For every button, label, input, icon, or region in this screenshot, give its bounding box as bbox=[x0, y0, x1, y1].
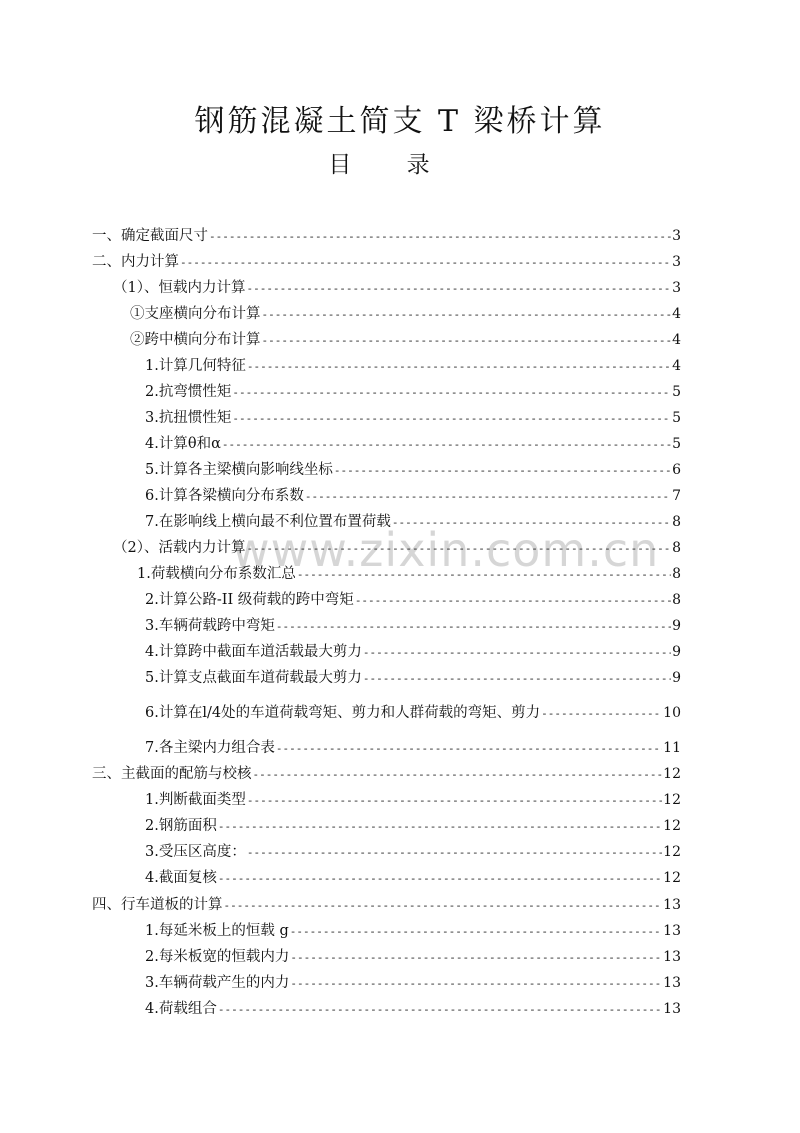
toc-entry[interactable] bbox=[145, 382, 681, 402]
toc-entry-label: （2）、活载内力计算 bbox=[113, 540, 246, 556]
toc-leader-dots bbox=[246, 539, 671, 559]
toc-entry-page: 10 bbox=[663, 705, 681, 721]
toc-entry-page: 8 bbox=[672, 566, 681, 582]
toc-entry-label: 4.计算θ和α bbox=[145, 436, 221, 452]
toc-leader-dots bbox=[334, 461, 671, 481]
toc-entry-label: 3.抗扭惯性矩 bbox=[145, 410, 232, 426]
toc-entry-page: 12 bbox=[663, 766, 681, 782]
toc-entry-page: 6 bbox=[672, 462, 681, 478]
toc-entry[interactable] bbox=[145, 590, 681, 610]
toc-entry-label: ②跨中横向分布计算 bbox=[130, 332, 261, 348]
toc-leader-dots bbox=[262, 305, 672, 325]
toc-entry-page: 9 bbox=[672, 618, 681, 634]
toc-leader-dots bbox=[290, 948, 662, 968]
toc-entry-label: 4.荷载组合 bbox=[145, 1001, 217, 1017]
toc-entry-page: 13 bbox=[663, 923, 681, 939]
toc-entry[interactable] bbox=[145, 738, 681, 758]
toc-entry[interactable] bbox=[145, 921, 681, 941]
toc-leader-dots bbox=[276, 739, 662, 759]
toc-entry-page: 13 bbox=[663, 949, 681, 965]
document-title: 钢筋混凝土简支 T 梁桥计算 bbox=[194, 104, 606, 139]
toc-entry-page: 13 bbox=[663, 1001, 681, 1017]
toc-entry[interactable] bbox=[145, 703, 681, 723]
toc-leader-dots bbox=[224, 896, 663, 916]
toc-entry-label: （1）、恒载内力计算 bbox=[113, 280, 246, 296]
toc-leader-dots bbox=[247, 791, 662, 811]
toc-entry[interactable] bbox=[92, 252, 681, 272]
toc-entry-page: 4 bbox=[672, 306, 681, 322]
toc-entry[interactable] bbox=[130, 330, 681, 350]
toc-leader-dots bbox=[247, 843, 662, 863]
toc-entry-page: 3 bbox=[672, 254, 681, 270]
toc-entry-page: 13 bbox=[663, 897, 681, 913]
toc-leader-dots bbox=[209, 227, 671, 247]
toc-leader-dots bbox=[246, 279, 671, 299]
toc-entry-label: 二、内力计算 bbox=[92, 254, 179, 270]
toc-entry[interactable] bbox=[145, 790, 681, 810]
toc-entry-label: 1.荷载横向分布系数汇总 bbox=[137, 566, 296, 582]
toc-entry-label: 2.每米板宽的恒载内力 bbox=[145, 949, 290, 965]
toc-entry-label: 3.受压区高度： bbox=[145, 844, 246, 860]
toc-entry-label: 3.车辆荷载跨中弯矩 bbox=[145, 618, 275, 634]
toc-heading: 目 录 bbox=[328, 152, 454, 178]
toc-entry[interactable] bbox=[113, 538, 681, 558]
watermark: www.zixin.com.cn bbox=[232, 523, 660, 577]
toc-entry-label: 一、确定截面尺寸 bbox=[92, 228, 208, 244]
toc-entry-page: 7 bbox=[672, 488, 681, 504]
toc-entry-label: 2.计算公路-II 级荷载的跨中弯矩 bbox=[145, 592, 354, 608]
toc-entry-label: 7.在影响线上横向最不利位置布置荷载 bbox=[145, 514, 391, 530]
toc-entry[interactable] bbox=[145, 356, 681, 376]
toc-entry-page: 4 bbox=[672, 358, 681, 374]
toc-entry-page: 9 bbox=[672, 644, 681, 660]
toc-leader-dots bbox=[363, 643, 671, 663]
toc-leader-dots bbox=[276, 617, 671, 637]
toc-entry-page: 12 bbox=[663, 870, 681, 886]
toc-leader-dots bbox=[247, 357, 671, 377]
toc-entry-page: 8 bbox=[672, 514, 681, 530]
toc-entry[interactable] bbox=[145, 999, 681, 1019]
toc-leader-dots bbox=[541, 704, 662, 724]
toc-entry-page: 3 bbox=[672, 228, 681, 244]
toc-entry-label: 2.钢筋面积 bbox=[145, 818, 217, 834]
toc-entry-label: 1.每延米板上的恒载 g bbox=[145, 923, 289, 939]
toc-entry-page: 12 bbox=[663, 818, 681, 834]
toc-entry[interactable] bbox=[145, 616, 681, 636]
toc-entry-page: 11 bbox=[663, 740, 681, 756]
toc-entry[interactable] bbox=[137, 564, 681, 584]
toc-entry-page: 8 bbox=[672, 540, 681, 556]
toc-entry-label: 5.计算各主梁横向影响线坐标 bbox=[145, 462, 333, 478]
toc-entry[interactable] bbox=[145, 460, 681, 480]
toc-leader-dots bbox=[363, 669, 671, 689]
toc-entry[interactable] bbox=[92, 764, 681, 784]
toc-entry[interactable] bbox=[145, 947, 681, 967]
toc-entry-page: 3 bbox=[672, 280, 681, 296]
toc-entry-page: 9 bbox=[672, 670, 681, 686]
toc-leader-dots bbox=[180, 253, 671, 273]
toc-entry-label: 1.判断截面类型 bbox=[145, 792, 246, 808]
toc-entry-page: 5 bbox=[672, 436, 681, 452]
toc-entry-page: 12 bbox=[663, 844, 681, 860]
toc-entry-page: 13 bbox=[663, 975, 681, 991]
toc-entry-label: 三、主截面的配筋与校核 bbox=[92, 766, 252, 782]
toc-leader-dots bbox=[232, 409, 671, 429]
toc-leader-dots bbox=[262, 331, 672, 351]
toc-entry-page: 5 bbox=[672, 410, 681, 426]
toc-entry[interactable] bbox=[145, 408, 681, 428]
toc-entry-label: 3.车辆荷载产生的内力 bbox=[145, 975, 290, 991]
toc-entry-label: 7.各主梁内力组合表 bbox=[145, 740, 275, 756]
toc-entry[interactable] bbox=[145, 668, 681, 688]
toc-leader-dots bbox=[218, 817, 662, 837]
toc-entry[interactable] bbox=[145, 642, 681, 662]
toc-entry-label: 2.抗弯惯性矩 bbox=[145, 384, 232, 400]
toc-leader-dots bbox=[218, 1000, 662, 1020]
toc-entry[interactable] bbox=[92, 895, 681, 915]
toc-entry-label: ①支座横向分布计算 bbox=[130, 306, 261, 322]
toc-leader-dots bbox=[290, 922, 662, 942]
toc-entry[interactable] bbox=[145, 973, 681, 993]
toc-leader-dots bbox=[218, 869, 662, 889]
toc-entry-label: 4.截面复核 bbox=[145, 870, 217, 886]
toc-leader-dots bbox=[253, 765, 663, 785]
toc-leader-dots bbox=[305, 487, 671, 507]
toc-entry[interactable] bbox=[145, 816, 681, 836]
toc-leader-dots bbox=[392, 513, 671, 533]
toc-entry[interactable] bbox=[145, 868, 681, 888]
toc-entry[interactable] bbox=[92, 226, 681, 246]
toc-leader-dots bbox=[232, 383, 671, 403]
toc-leader-dots bbox=[290, 974, 662, 994]
toc-entry-page: 12 bbox=[663, 792, 681, 808]
toc-entry-label: 4.计算跨中截面车道活载最大剪力 bbox=[145, 644, 362, 660]
toc-entry-label: 1.计算几何特征 bbox=[145, 358, 246, 374]
toc-leader-dots bbox=[355, 591, 671, 611]
toc-entry-label: 5.计算支点截面车道荷载最大剪力 bbox=[145, 670, 362, 686]
toc-entry[interactable] bbox=[145, 512, 681, 532]
toc-entry-label: 四、行车道板的计算 bbox=[92, 897, 223, 913]
toc-entry[interactable] bbox=[145, 486, 681, 506]
toc-entry-label: 6.计算各梁横向分布系数 bbox=[145, 488, 304, 504]
toc-leader-dots bbox=[222, 435, 671, 455]
toc-entry-page: 8 bbox=[672, 592, 681, 608]
toc-entry[interactable] bbox=[113, 278, 681, 298]
toc-entry[interactable] bbox=[145, 434, 681, 454]
toc-entry[interactable] bbox=[145, 842, 681, 862]
toc-entry[interactable] bbox=[130, 304, 681, 324]
toc-entry-page: 4 bbox=[672, 332, 681, 348]
toc-leader-dots bbox=[297, 565, 671, 585]
toc-entry-label: 6.计算在l/4处的车道荷载弯矩、剪力和人群荷载的弯矩、剪力 bbox=[145, 705, 541, 721]
toc-entry-page: 5 bbox=[672, 384, 681, 400]
